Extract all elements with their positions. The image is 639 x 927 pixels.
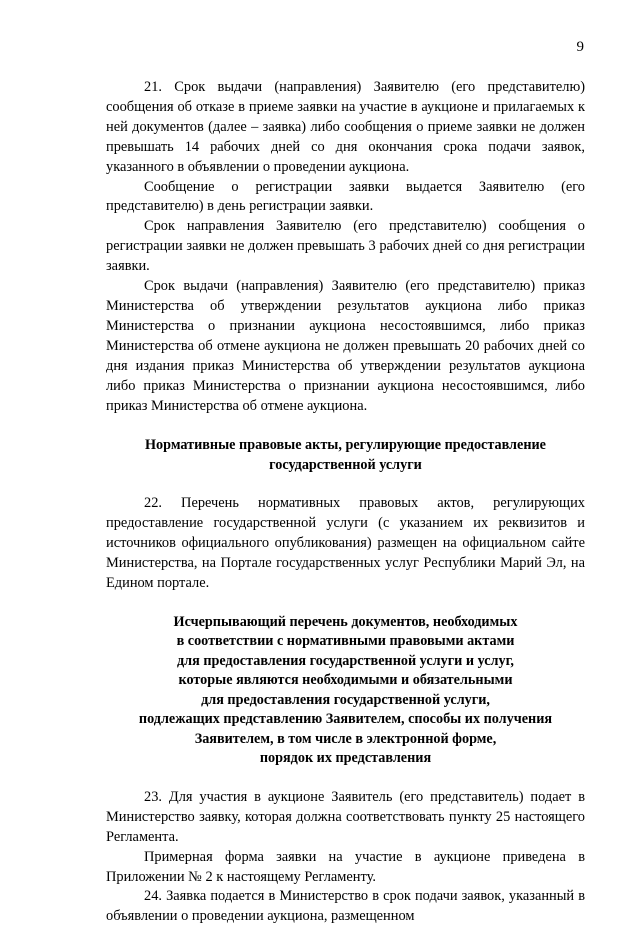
heading-documents-list [106, 613, 585, 769]
paragraph-23: 23. Для участия в аукционе Заявитель (его представитель) подает в Министерство заявку, которая должна соответствовать пункту 25 настоящего Регламента. [106, 788, 585, 845]
heading-line: для предоставления государственной услуги и услуг, [177, 652, 514, 669]
page-number: 9 [576, 39, 584, 55]
paragraph-21-registration-message: Сообщение о регистрации заявки выдается Заявителю (его представителю) в день регистрации заявки. [106, 178, 585, 215]
heading-line: Исчерпывающий перечень документов, необходимых [173, 613, 518, 630]
paragraph-21-order-deadline: Срок выдачи (направления) Заявителю (его представителю) приказ Министерства об утверждении результатов аукциона либо приказ Министерства о признании аукциона несостоявшимся, либо приказ Министерства об отмене аукциона не должен превышать 20 рабочих дней со дня издания приказ Министерства об утверждении результатов аукциона либо приказ Министерства о признании аукциона несостоявшимся, либо приказ Министерства об отмене аукциона. [106, 278, 585, 414]
heading-line: порядок их представления [259, 750, 432, 767]
paragraph-23-form-example: Примерная форма заявки на участие в аукционе приведена в Приложении № 2 к настоящему Регламенту. [106, 848, 585, 885]
spacer [106, 594, 585, 613]
paragraph-21-registration-deadline: Срок направления Заявителю (его представителю) сообщения о регистрации заявки не должен превышать 3 рабочих дней со дня регистрации заявки. [106, 218, 585, 275]
paragraph-21: 21. Срок выдачи (направления) Заявителю (его представителю) сообщения об отказе в приеме заявки на участие в аукционе и прилагаемых к ней документов (далее – заявка) либо сообщения о приеме заявки не должен превышать 14 рабочих дней со дня окончания срока подачи заявок, указанного в объявлении о проведении аукциона. [106, 79, 585, 175]
spacer [106, 475, 585, 494]
heading-line: которые являются необходимыми и обязательными [178, 672, 513, 689]
heading-line: Нормативные правовые акты, регулирующие предоставление [145, 437, 546, 454]
heading-line: подлежащих представлению Заявителем, способы их получения [138, 711, 553, 728]
heading-line: государственной услуги [269, 456, 422, 473]
heading-normative-acts [106, 436, 585, 475]
heading-line: Заявителем, в том числе в электронной форме, [194, 730, 497, 747]
spacer [106, 416, 585, 436]
spacer [106, 769, 585, 788]
page-content [106, 78, 585, 927]
heading-line: в соответствии с нормативными правовыми актами [176, 633, 515, 650]
heading-line: для предоставления государственной услуги, [201, 691, 490, 708]
paragraph-24: 24. Заявка подается в Министерство в срок подачи заявок, указанный в объявлении о проведении аукциона, размещенном [106, 888, 585, 925]
paragraph-22: 22. Перечень нормативных правовых актов, регулирующих предоставление государственной услуги (с указанием их реквизитов и источников официального опубликования) размещен на официальном сайте Министерства, на Портале государственных услуг Республики Марий Эл, на Едином портале. [106, 495, 585, 592]
